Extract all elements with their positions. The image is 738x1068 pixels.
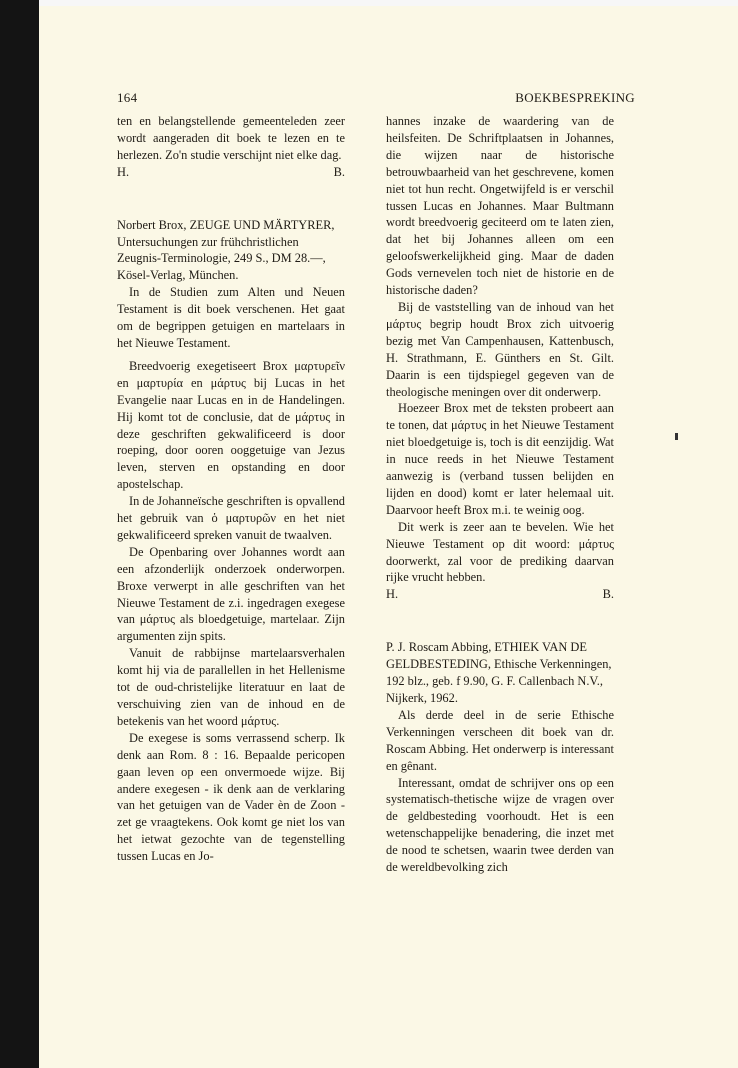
signature-initial-left: H. <box>117 164 130 179</box>
paragraph: Bij de vaststelling van de inhoud van het μάρτυς begrip houdt Brox zich uitvoerig bezig met Van Campenhausen, Kattenbusch, H. Strathmann, E. Günthers en St. Gilt. Daarin is een tijdspiegel gegeven van de theologische meningen over dit onderwerp. <box>386 299 614 399</box>
right-column <box>386 113 614 876</box>
spacer <box>386 603 614 639</box>
book-page <box>39 6 738 1068</box>
book-reference: Norbert Brox, ZEUGE UND MÄRTYRER, Untersuchungen zur frühchristlichen Zeugnis-Terminologie, 249 S., DM 28.—, Kösel-Verlag, München. <box>117 217 335 283</box>
paragraph: Interessant, omdat de schrijver ons op een systematisch-thetische wijze de vragen over de geldbesteding voorhoudt. Het is een wetenschappelijke benadering, die inzet met de nood te schetsen, waarin twee derden van de wereldbevolking zich <box>386 775 614 875</box>
review-signature <box>386 586 614 603</box>
paragraph: Hoezeer Brox met de teksten probeert aan te tonen, dat μάρτυς in het Nieuwe Testament niet bloedgetuige is, toch is dit eenzijdig. Wat in nuce reeds in het Nieuwe Testament aanwezig is (verband tussen belijden en lijden en dood) komt er later helemaal uit. Daarvoor heeft Brox m.i. te weinig oog. <box>386 401 614 517</box>
review-signature <box>117 164 345 181</box>
signature-initial-right: B. <box>333 164 345 179</box>
book-spine-shadow <box>0 0 39 1068</box>
paragraph: hannes inzake de waardering van de heilsfeiten. De Schriftplaatsen in Johannes, die wijzen naar de historische betrouwbaarheid van het geschrevene, komen niet tot hun recht. Ongetwijfeld is er verschil tussen Lucas en Johannes. Maar Bultmann wordt breedvoerig geciteerd om te laten zien, dat het bij Johannes alleen om een geloofswerkelijkheid ging. Maar de daden Gods vernevelen toch niet de historie en de historische daden? <box>386 114 614 298</box>
paragraph: Als derde deel in de serie Ethische Verkenningen verscheen dit boek van dr. Roscam Abbing. Het onderwerp is interessant en gênant. <box>386 707 614 773</box>
signature-initial-left: H. <box>386 587 399 602</box>
page-number: 164 <box>117 90 138 105</box>
spacer <box>117 181 345 217</box>
running-title: BOEKBESPREKING <box>515 90 635 105</box>
left-column <box>117 113 345 865</box>
paragraph: ten en belangstellende gemeenteleden zeer wordt aangeraden dit boek te lezen en te herlezen. Zo'n studie verschijnt niet elke dag. <box>117 114 345 162</box>
paragraph: De Openbaring over Johannes wordt aan een afzonderlijk onderzoek onderworpen. Broxe verwerpt in alle geschriften van het Nieuwe Testament de z.i. ingedragen exegese van μάρτυς als bloedgetuige, martelaar. Zijn argumenten zijn spits. <box>117 544 345 644</box>
paragraph: De exegese is soms verrassend scherp. Ik denk aan Rom. 8 : 16. Bepaalde pericopen gaan leven op een onvermoede wijze. Bij andere exegesen - ik denk aan de verklaring van het getuigen van de Vader èn de Zoon - zet ge vraagtekens. Ook komt ge niet los van het ietwat gezochte van de tegenstelling tussen Lucas en Jo- <box>117 730 345 864</box>
margin-mark <box>675 433 678 440</box>
paragraph: In de Johanneïsche geschriften is opvallend het gebruik van ὁ μαρτυρῶν en het niet gekwalificeerd spreken vanuit de twaalven. <box>117 494 345 542</box>
book-reference: P. J. Roscam Abbing, ETHIEK VAN DE GELDBESTEDING, Ethische Verkenningen, 192 blz., geb. f 9.90, G. F. Callenbach N.V., Nijkerk, 1962. <box>386 640 612 705</box>
signature-initial-right: B. <box>602 587 614 602</box>
paragraph: Vanuit de rabbijnse martelaarsverhalen komt hij via de parallellen in het Hellenisme tot de oud-christelijke literatuur en laat de verschuiving zien van de inhoud en de betekenis van het woord μάρτυς. <box>117 646 345 728</box>
paragraph: Breedvoerig exegetiseert Brox μαρτυρεῖν en μαρτυρία en μάρτυς bij Lucas in het Evangelie naar Lucas en in de Handelingen. Hij komt tot de conclusie, dat de μάρτυς in deze geschriften gekwalificeerd is door roeping, door ooren ooggetuige van Jezus leven, sterven en opstanding en door apostelschap. <box>117 358 345 492</box>
paragraph: In de Studien zum Alten und Neuen Testament is dit boek verschenen. Het gaat om de begrippen getuigen en martelaars in het Nieuwe Testament. <box>117 285 345 350</box>
paragraph: Dit werk is zeer aan te bevelen. Wie het Nieuwe Testament op dit woord: μάρτυς doorwerkt, zal voor de prediking daarvan rijke vrucht hebben. <box>386 519 614 585</box>
